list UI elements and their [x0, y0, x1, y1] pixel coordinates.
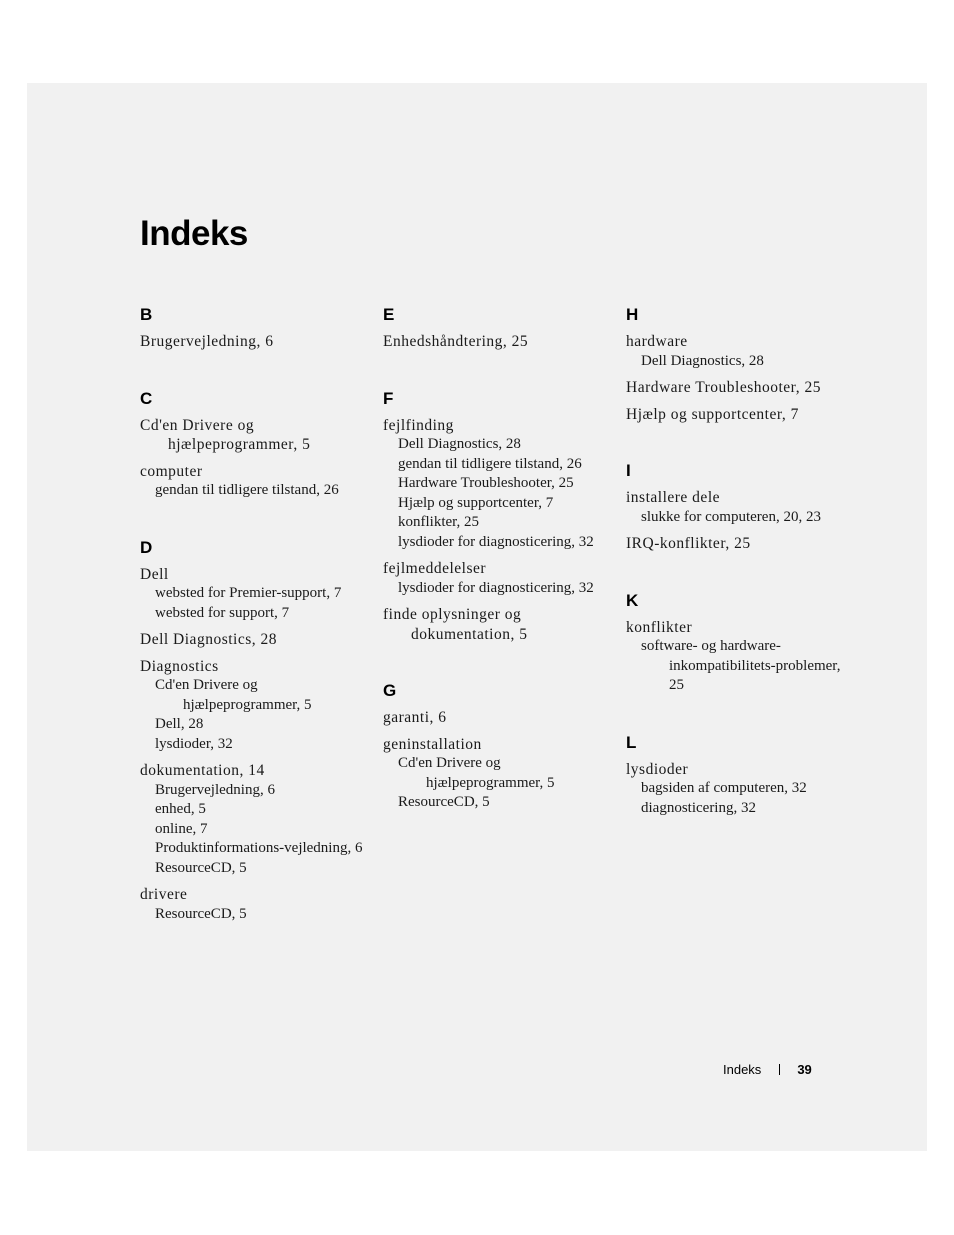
section-letter: I [626, 461, 631, 480]
section-letter: H [626, 305, 639, 324]
index-subentry: gendan til tidligere tilstand, 26 [398, 455, 582, 472]
index-section-e [383, 304, 615, 352]
index-entry [626, 405, 858, 425]
index-subentry: Hardware Troubleshooter, 25 [398, 475, 574, 491]
index-column-2 [383, 304, 615, 849]
index-subentry: software- og hardware-inkompatibilitets-problemer, 25 [641, 638, 841, 693]
index-subentry: Cd'en Drivere og hjælpeprogrammer, 5 [398, 755, 555, 791]
index-entry [140, 565, 372, 624]
index-term: geninstallation [383, 735, 482, 753]
section-letter: C [140, 388, 153, 408]
index-subentry: Dell, 28 [155, 716, 204, 732]
index-term: dokumentation, 14 [140, 762, 265, 779]
index-entry [140, 630, 372, 650]
index-subentry: Dell Diagnostics, 28 [398, 436, 521, 452]
page-number: 39 [797, 1062, 812, 1077]
index-subentry: Cd'en Drivere og hjælpeprogrammer, 5 [155, 677, 312, 713]
index-entry [140, 885, 372, 924]
index-subentry: ResourceCD, 5 [398, 794, 490, 810]
index-term: Dell Diagnostics, 28 [140, 631, 277, 648]
index-subentry: ResourceCD, 5 [155, 859, 247, 876]
index-entry [626, 488, 858, 527]
index-term: Diagnostics [140, 657, 219, 675]
index-subentry: ResourceCD, 5 [155, 905, 247, 922]
index-entry [626, 332, 858, 371]
index-term: Cd'en Drivere og hjælpeprogrammer, 5 [140, 416, 311, 453]
index-section-g [383, 680, 615, 813]
index-entry [140, 657, 372, 755]
section-letter: F [383, 388, 394, 408]
index-section-d [140, 537, 372, 925]
index-entry [383, 416, 615, 553]
index-subentry: bagsiden af computeren, 32 [641, 780, 807, 796]
index-term: Enhedshåndtering, 25 [383, 333, 529, 350]
index-term: garanti, 6 [383, 709, 447, 726]
index-section-c [140, 388, 372, 501]
index-term: computer [140, 462, 203, 480]
index-term: Hjælp og supportcenter, 7 [626, 405, 799, 423]
index-section-h [626, 304, 858, 424]
index-subentry: slukke for computeren, 20, 23 [641, 508, 821, 525]
index-term: Dell [140, 565, 169, 583]
section-letter: K [626, 590, 639, 610]
index-subentry: lysdioder, 32 [155, 735, 233, 752]
index-term: IRQ-konflikter, 25 [626, 535, 751, 552]
page-footer [723, 1061, 812, 1079]
index-entry [626, 760, 858, 819]
index-entry [383, 708, 615, 728]
index-subentry: websted for Premier-support, 7 [155, 585, 342, 601]
index-entry [383, 332, 615, 352]
index-column-1 [140, 304, 372, 960]
footer-label: Indeks [723, 1062, 762, 1077]
section-letter: G [383, 681, 397, 700]
index-section-b [140, 304, 372, 352]
index-subentry: Hjælp og supportcenter, 7 [398, 494, 554, 511]
index-section-i [626, 460, 858, 554]
footer-divider [779, 1064, 780, 1075]
index-subentry: diagnosticering, 32 [641, 799, 756, 816]
page-title: Indeks [140, 214, 248, 253]
index-entry [383, 735, 615, 813]
index-subentry: online, 7 [155, 820, 208, 837]
section-letter: D [140, 537, 153, 557]
index-term: drivere [140, 886, 188, 903]
section-letter: L [626, 732, 637, 752]
index-term: fejlfinding [383, 416, 454, 434]
index-section-k [626, 590, 858, 696]
index-term: finde oplysninger og dokumentation, 5 [383, 606, 528, 643]
index-entry [626, 378, 858, 398]
index-entry [383, 559, 615, 598]
index-subentry: Brugervejledning, 6 [155, 781, 275, 798]
index-entry [140, 761, 372, 878]
index-term: hardware [626, 333, 688, 350]
index-subentry: lysdioder for diagnosticering, 32 [398, 533, 594, 550]
section-letter: B [140, 305, 153, 324]
index-subentry: enhed, 5 [155, 801, 206, 817]
index-term: Brugervejledning, 6 [140, 333, 274, 350]
section-letter: E [383, 305, 395, 324]
index-entry [626, 618, 858, 696]
index-entry [626, 534, 858, 554]
index-entry [140, 462, 372, 501]
index-subentry: Dell Diagnostics, 28 [641, 352, 764, 369]
index-term: Hardware Troubleshooter, 25 [626, 379, 821, 396]
index-subentry: Produktinformations-vejledning, 6 [155, 840, 363, 856]
index-subentry: gendan til tidligere tilstand, 26 [155, 482, 339, 498]
index-term: konflikter [626, 618, 693, 636]
index-term: fejlmeddelelser [383, 560, 487, 577]
index-entry [140, 416, 372, 455]
index-section-f [383, 388, 615, 645]
index-term: installere dele [626, 489, 720, 506]
index-subentry: websted for support, 7 [155, 604, 290, 621]
index-column-3 [626, 304, 858, 854]
index-section-l [626, 732, 858, 819]
index-subentry: konflikter, 25 [398, 514, 480, 530]
index-subentry: lysdioder for diagnosticering, 32 [398, 579, 594, 596]
index-entry [140, 332, 372, 352]
index-entry [383, 605, 615, 644]
index-term: lysdioder [626, 760, 689, 778]
